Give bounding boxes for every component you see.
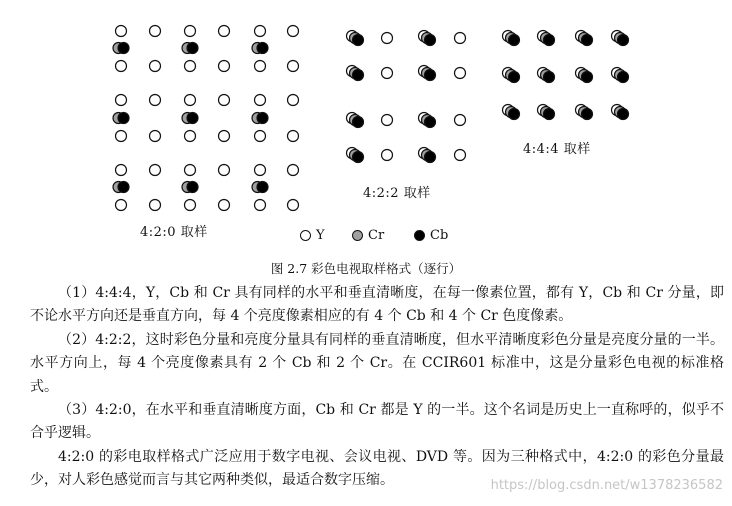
legend-cr-text: Cr (368, 228, 385, 243)
legend-cr (352, 228, 384, 243)
legend-cb (414, 228, 448, 243)
paragraph-422: （2）4:2:2，这时彩色分量和亮度分量具有同样的垂直清晰度，但水平清晰度彩色分量是亮度分量的一半。水平方向上，每 4 个亮度像素具有 2 个 Cb 和 2 个 Cr。在 CCIR601 标准中，这是分量彩色电视的标准格式。 (30, 332, 724, 395)
black-circle-icon (414, 230, 425, 241)
legend-y (300, 228, 325, 243)
paragraph-420: （3）4:2:0，在水平和垂直清晰度方面，Cb 和 Cr 都是 Y 的一半。这个名词是历史上一直称呼的，似乎不合乎逻辑。 (30, 402, 724, 442)
grid-422 (347, 31, 466, 163)
legend-cb-text: Cb (430, 228, 449, 243)
paragraph-444: （1）4:4:4，Y，Cb 和 Cr 具有同样的水平和垂直清晰度，在每一像素位置，都有 Y，Cb 和 Cr 分量，即不论水平方向还是垂直方向，每 4 个亮度像素相应的有 4 个 Cb 和 4 个 Cr 色度像素。 (30, 285, 724, 325)
sampling-diagram (0, 0, 732, 250)
label-444: 4:4:4 取样 (523, 142, 591, 157)
paragraph-420-usage: 4:2:0 的彩电取样格式广泛应用于数字电视、会议电视、DVD 等。因为三种格式中，4:2:0 的彩色分量最少，对人彩色感觉而言与其它两种类似，最适合数字压缩。 (30, 449, 724, 489)
grid-444 (503, 31, 629, 120)
legend-y-text: Y (316, 228, 325, 243)
label-420: 4:2:0 取样 (140, 225, 208, 240)
open-circle-icon (300, 230, 311, 241)
figure-caption: 图 2.7 彩色电视取样格式（逐行） (270, 261, 462, 276)
grid-420 (113, 26, 299, 211)
gray-circle-icon (352, 230, 363, 241)
label-422: 4:2:2 取样 (363, 186, 431, 201)
watermark: https://blog.csdn.net/w1378236582 (490, 478, 723, 493)
